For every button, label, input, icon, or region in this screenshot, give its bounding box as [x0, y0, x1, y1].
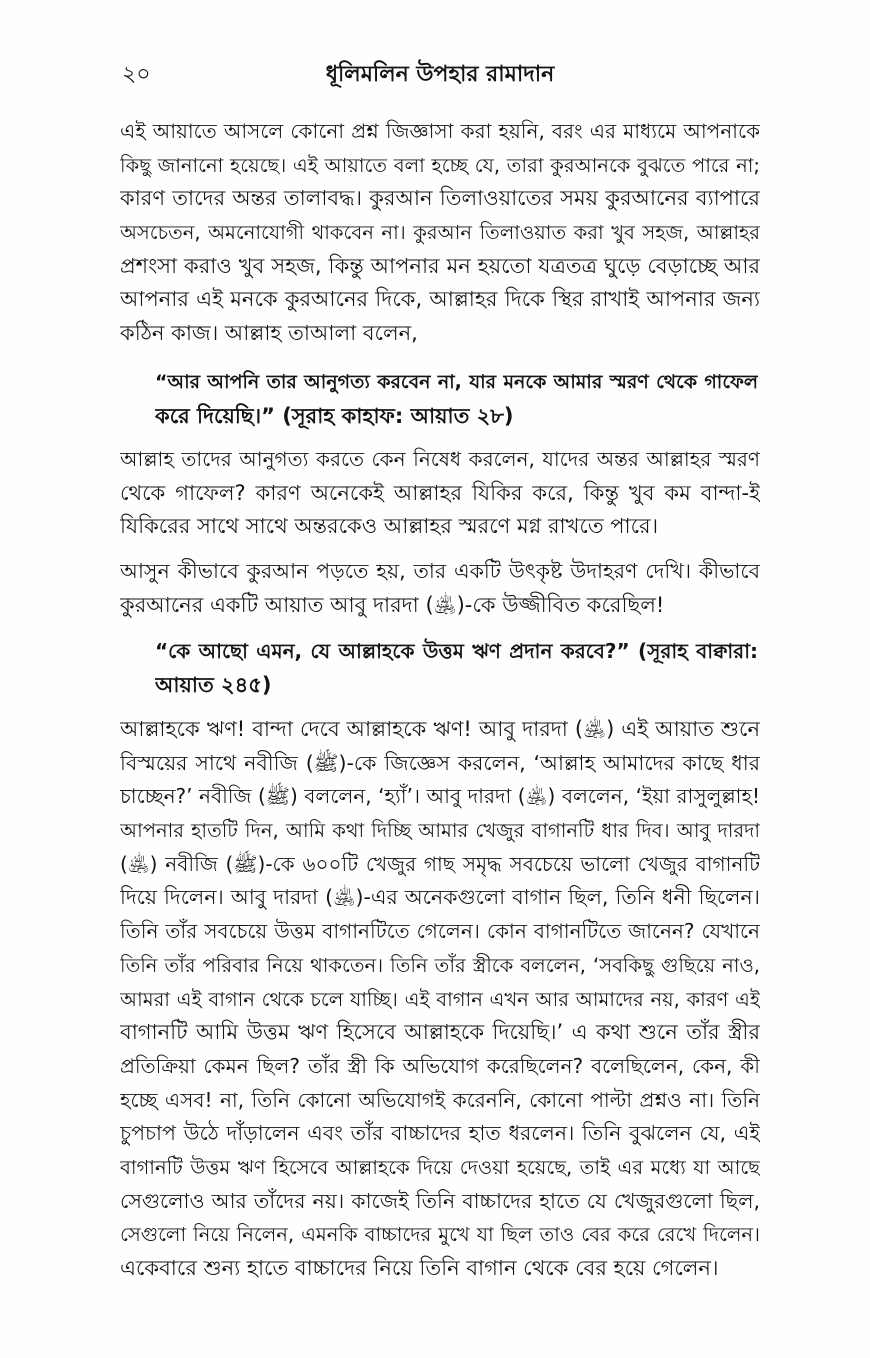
paragraph-line: আল্লাহ তাদের আনুগত্য করতে কেন নিষেধ করলেন, যাদের অন্তর আল্লাহর স্মরণ: [120, 447, 760, 471]
quote-line: “কে আছো এমন, যে আল্লাহকে উত্তম ঋণ প্রদান করবে?” (সূরাহ বাক্বারা:: [155, 639, 758, 663]
paragraph-line: প্রশংসা করাও খুব সহজ, কিন্তু আপনার মন হয়তো যত্রতত্র ঘুড়ে বেড়াচ্ছে আর: [120, 253, 760, 278]
paragraph-4: [120, 713, 760, 1286]
quote-line: আয়াত ২৪৫): [155, 672, 272, 697]
paragraph-3: [120, 555, 760, 622]
paragraph-line: আপনার এই মনকে কুরআনের দিকে, আল্লাহর দিকে স্থির রাখাই আপনার জন্য: [120, 287, 760, 312]
paragraph-line: এই আয়াতে আসলে কোনো প্রশ্ন জিজ্ঞাসা করা হয়নি, বরং এর মাধ্যমে আপনাকে: [120, 119, 760, 143]
paragraph-line: সেগুলো নিয়ে নিলেন, এমনকি বাচ্চাদের মুখে যা ছিল তাও বের করে রেখে দিলেন।: [120, 1223, 760, 1247]
paragraph-line: হচ্ছে এসব! না, তিনি কোনো অভিযোগই করেননি, কোনো পাল্টা প্রশ্নও না। তিনি: [120, 1087, 760, 1112]
paragraph-line: তিনি তাঁর সবচেয়ে উত্তম বাগানটিতে গেলেন। কোন বাগানটিতে জানেন? যেখানে: [120, 919, 760, 944]
paragraph-line: একেবারে শুন্য হাতে বাচ্চাদের নিয়ে তিনি বাগান থেকে বের হয়ে গেলেন।: [120, 1256, 719, 1280]
paragraph-1: [120, 115, 760, 351]
paragraph-line: থেকে গাফেল? কারণ অনেকেই আল্লাহর যিকির করে, কিন্তু খুব কম বান্দা-ই: [120, 480, 760, 505]
paragraph-line: দিয়ে দিলেন। আবু দারদা (﵁)-এর অনেকগুলো বাগান ছিল, তিনি ধনী ছিলেন।: [120, 885, 760, 910]
paragraph-line: কুরআনের একটি আয়াত আবু দারদা (﵁)-কে উজ্জীবিত করেছিল!: [120, 592, 665, 617]
paragraph-line: আল্লাহকে ঋণ! বান্দা দেবে আল্লাহকে ঋণ! আবু দারদা (﵁) এই আয়াত শুনে: [120, 717, 760, 741]
paragraph-line: চুপচাপ উঠে দাঁড়ালেন এবং তাঁর বাচ্চাদের হাত ধরলেন। তিনি বুঝলেন যে, এই: [120, 1121, 760, 1146]
paragraph-line: প্রতিক্রিয়া কেমন ছিল? তাঁর স্ত্রী কি অভিযোগ করেছিলেন? বলেছিলেন, কেন, কী: [120, 1053, 760, 1078]
paragraph-2: [120, 443, 760, 544]
quote-line: “আর আপনি তার আনুগত্য করবেন না, যার মনকে আমার স্মরণ থেকে গাফেল: [155, 371, 758, 393]
paragraph-line: কিছু জানানো হয়েছে। এই আয়াতে বলা হচ্ছে যে, তারা কুরআনকে বুঝতে পারে না;: [120, 153, 760, 177]
paragraph-line: বিস্ময়ের সাথে নবীজি (ﷺ)-কে জিজ্ঞেস করলেন, ‘আল্লাহ আমাদের কাছে ধার: [120, 750, 760, 775]
running-header: [120, 58, 760, 92]
paragraph-line: তিনি তাঁর পরিবার নিয়ে থাকতেন। তিনি তাঁর স্ত্রীকে বললেন, ‘সবকিছু গুছিয়ে নাও,: [120, 953, 760, 977]
paragraph-line: বাগানটি আমি উত্তম ঋণ হিসেবে আল্লাহকে দিয়েছি।’ এ কথা শুনে তাঁর স্ত্রীর: [120, 1020, 760, 1045]
paragraph-line: কঠিন কাজ। আল্লাহ তাআলা বলেন,: [120, 321, 418, 346]
quran-quote-2: [155, 635, 758, 702]
paragraph-line: আপনার হাতটি দিন, আমি কথা দিচ্ছি আমার খেজুর বাগানটি ধার দিব। আবু দারদা: [120, 819, 760, 843]
paragraph-line: কারণ তাদের অন্তর তালাবদ্ধ। কুরআন তিলাওয়াতের সময় কুরআনের ব্যাপারে: [120, 186, 760, 211]
book-title: ধূলিমলিন উপহার রামাদান: [325, 62, 555, 87]
quote-line: করে দিয়েছি।” (সূরাহ কাহাফ: আয়াত ২৮): [155, 403, 514, 428]
paragraph-line: যিকিরের সাথে সাথে অন্তরকেও আল্লাহর স্মরণে মগ্ন রাখতে পারে।: [120, 514, 659, 539]
paragraph-line: বাগানটি উত্তম ঋণ হিসেবে আল্লাহকে দিয়ে দেওয়া হয়েছে, তাই এর মধ্যে যা আছে: [120, 1155, 760, 1179]
paragraph-line: চাচ্ছেন?’ নবীজি (ﷺ) বললেন, ‘হ্যাঁ’। আবু দারদা (﵁) বললেন, ‘ইয়া রাসুলুল্লাহ!: [120, 784, 760, 809]
paragraph-line: অসচেতন, অমনোযোগী থাকবেন না। কুরআন তিলাওয়াত করা খুব সহজ, আল্লাহর: [120, 221, 760, 245]
paragraph-line: আমরা এই বাগান থেকে চলে যাচ্ছি। এই বাগান এখন আর আমাদের নয়, কারণ এই: [120, 987, 760, 1011]
paragraph-line: সেগুলোও আর তাঁদের নয়। কাজেই তিনি বাচ্চাদের হাতে যে খেজুরগুলো ছিল,: [120, 1188, 760, 1213]
paragraph-line: (﵁) নবীজি (ﷺ)-কে ৬০০টি খেজুর গাছ সমৃদ্ধ সবচেয়ে ভালো খেজুর বাগানটি: [120, 851, 760, 876]
quran-quote-1: [155, 366, 758, 433]
page-number: ২০: [122, 62, 151, 87]
paragraph-line: আসুন কীভাবে কুরআন পড়তে হয়, তার একটি উৎকৃষ্ট উদাহরণ দেখি। কীভাবে: [120, 559, 760, 583]
